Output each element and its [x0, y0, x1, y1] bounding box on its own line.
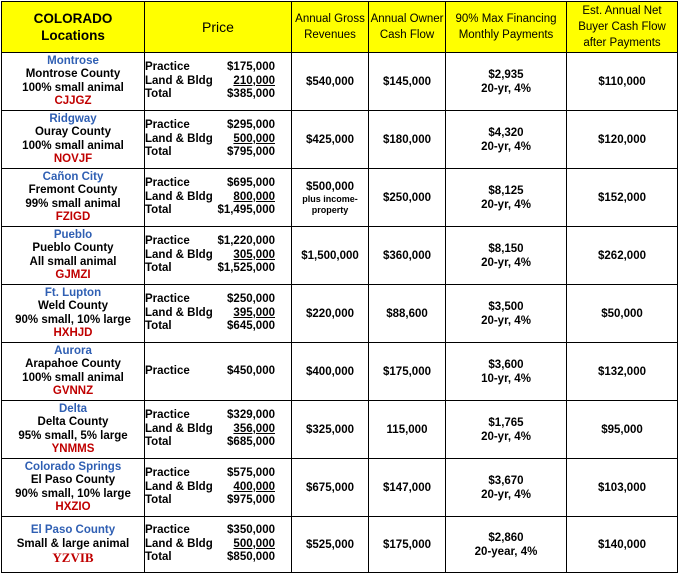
price-value: $695,000 — [227, 177, 275, 190]
net-cashflow-value: $110,000 — [598, 75, 646, 88]
loan-terms: 20-yr, 4% — [481, 256, 531, 269]
city-name: Ft. Lupton — [44, 286, 102, 299]
financing-cell — [446, 111, 567, 169]
county-name: Fremont County — [28, 184, 118, 196]
loan-terms: 20-yr, 4% — [481, 82, 531, 95]
net-cashflow-cell — [567, 343, 678, 401]
city-name: Delta — [58, 402, 88, 415]
net-cashflow-value: $140,000 — [598, 538, 646, 551]
net-cashflow-value: $132,000 — [598, 365, 646, 378]
price-value: $1,495,000 — [217, 204, 275, 217]
animal-mix: 100% small animal — [22, 139, 124, 152]
financing-cell — [446, 401, 567, 459]
monthly-payment: $3,670 — [488, 474, 524, 487]
header-financing: 90% Max Financing Monthly Payments — [446, 2, 567, 53]
location-cell — [2, 285, 145, 343]
cashflow-cell — [369, 285, 446, 343]
price-value: $350,000 — [227, 524, 275, 537]
listing-code: GJMZI — [55, 269, 91, 281]
table-row — [2, 343, 678, 401]
price-value: 500,000 — [233, 132, 275, 145]
financing-cell — [446, 343, 567, 401]
financing-cell — [446, 53, 567, 111]
net-cashflow-value: $50,000 — [601, 307, 643, 320]
monthly-payment: $3,600 — [488, 358, 524, 371]
price-cell — [145, 227, 292, 285]
price-value: $1,220,000 — [217, 235, 275, 248]
listing-code: YNMMS — [51, 443, 95, 455]
county-name: Arapahoe County — [25, 358, 121, 370]
listings-body — [2, 53, 678, 573]
price-breakdown — [145, 293, 291, 334]
net-cashflow-cell — [567, 459, 678, 517]
loan-terms: 20-yr, 4% — [481, 488, 531, 501]
price-breakdown — [145, 177, 291, 218]
monthly-payment: $4,320 — [488, 126, 524, 139]
monthly-payment: $2,860 — [488, 531, 524, 544]
location-cell — [2, 459, 145, 517]
price-label: Land & Bldg — [145, 537, 213, 550]
price-cell — [145, 459, 292, 517]
net-cashflow-cell — [567, 285, 678, 343]
price-value: $250,000 — [227, 293, 275, 306]
county-name: Ouray County — [34, 126, 112, 138]
price-label: Practice — [145, 293, 190, 306]
cashflow-cell — [369, 401, 446, 459]
listing-code: YZVIB — [52, 550, 94, 566]
city-name: Ridgway — [49, 112, 97, 125]
revenues-cell — [292, 517, 369, 573]
price-value: $795,000 — [227, 146, 275, 159]
header-revenues: Annual Gross Revenues — [292, 2, 369, 53]
cashflow-value: $88,600 — [386, 307, 428, 320]
table-row — [2, 53, 678, 111]
revenues-value: $425,000 — [306, 133, 354, 146]
cashflow-value: $180,000 — [383, 133, 431, 146]
loan-terms: 10-yr, 4% — [481, 372, 531, 385]
table-row — [2, 169, 678, 227]
revenues-value: $540,000 — [306, 75, 354, 88]
price-breakdown — [145, 467, 291, 508]
listing-code: CJJGZ — [54, 95, 92, 107]
price-breakdown — [145, 119, 291, 160]
price-cell — [145, 401, 292, 459]
revenues-value: $325,000 — [306, 423, 354, 436]
revenues-cell — [292, 227, 369, 285]
monthly-payment: $2,935 — [488, 68, 524, 81]
price-cell — [145, 517, 292, 573]
price-label: Total — [145, 88, 172, 101]
monthly-payment: $3,500 — [488, 300, 524, 313]
price-value: $450,000 — [227, 364, 275, 377]
county-name: Montrose County — [25, 68, 121, 80]
city-name: El Paso County — [30, 524, 116, 537]
revenues-cell — [292, 401, 369, 459]
cashflow-value: $145,000 — [383, 75, 431, 88]
cashflow-cell — [369, 517, 446, 573]
net-cashflow-cell — [567, 401, 678, 459]
location-cell — [2, 169, 145, 227]
price-label: Practice — [145, 409, 190, 422]
monthly-payment: $8,150 — [488, 242, 524, 255]
cashflow-value: $147,000 — [383, 481, 431, 494]
revenues-value: $1,500,000 — [301, 249, 359, 262]
header-net-cashflow: Est. Annual Net Buyer Cash Flow after Payments — [567, 2, 678, 53]
revenues-cell — [292, 169, 369, 227]
price-label: Land & Bldg — [145, 132, 213, 145]
county-name: Weld County — [37, 300, 109, 312]
net-cashflow-cell — [567, 517, 678, 573]
price-breakdown — [145, 409, 291, 450]
price-label: Land & Bldg — [145, 248, 213, 261]
price-label: Practice — [145, 177, 190, 190]
price-value: 305,000 — [233, 248, 275, 261]
table-row — [2, 459, 678, 517]
location-cell — [2, 517, 145, 573]
price-label: Total — [145, 494, 172, 507]
county-name: El Paso County — [30, 474, 116, 486]
revenues-value: $500,000 — [306, 180, 354, 193]
animal-mix: 99% small animal — [25, 197, 121, 210]
price-breakdown — [145, 365, 291, 379]
price-label: Total — [145, 551, 172, 564]
location-cell — [2, 111, 145, 169]
listing-code: FZIGD — [55, 211, 91, 223]
cashflow-value: 115,000 — [386, 423, 428, 436]
cashflow-value: $250,000 — [383, 191, 431, 204]
net-cashflow-value: $95,000 — [601, 423, 643, 436]
revenues-cell — [292, 459, 369, 517]
price-label: Total — [145, 262, 172, 275]
city-name: Pueblo — [53, 228, 93, 241]
price-label: Land & Bldg — [145, 190, 213, 203]
loan-terms: 20-yr, 4% — [481, 198, 531, 211]
monthly-payment: $8,125 — [488, 184, 524, 197]
price-cell — [145, 53, 292, 111]
cashflow-cell — [369, 53, 446, 111]
price-label: Total — [145, 436, 172, 449]
listing-code: HXZIO — [55, 501, 91, 513]
price-label: Land & Bldg — [145, 480, 213, 493]
animal-mix: 90% small, 10% large — [15, 313, 131, 326]
location-cell — [2, 227, 145, 285]
animal-mix: 100% small animal — [22, 371, 124, 384]
revenues-cell — [292, 111, 369, 169]
price-value: $575,000 — [227, 467, 275, 480]
loan-terms: 20-yr, 4% — [481, 314, 531, 327]
price-value: 395,000 — [233, 306, 275, 319]
table-row — [2, 401, 678, 459]
price-label: Practice — [145, 61, 190, 74]
revenues-value: $675,000 — [306, 481, 354, 494]
table-row — [2, 517, 678, 573]
cashflow-cell — [369, 169, 446, 227]
price-value: $645,000 — [227, 320, 275, 333]
price-value: 356,000 — [233, 422, 275, 435]
price-value: $175,000 — [227, 61, 275, 74]
price-value: $685,000 — [227, 436, 275, 449]
listing-code: HXHJD — [53, 327, 93, 339]
cashflow-value: $175,000 — [383, 538, 431, 551]
financing-cell — [446, 169, 567, 227]
animal-mix: 100% small animal — [22, 81, 124, 94]
revenues-value: $525,000 — [306, 538, 354, 551]
header-price: Price — [145, 2, 292, 53]
price-label: Total — [145, 204, 172, 217]
price-label: Practice — [145, 235, 190, 248]
city-name: Montrose — [47, 54, 99, 67]
financing-cell — [446, 227, 567, 285]
loan-terms: 20-yr, 4% — [481, 430, 531, 443]
listings-table — [1, 1, 678, 573]
table-row — [2, 285, 678, 343]
location-cell — [2, 53, 145, 111]
price-label: Practice — [145, 364, 190, 377]
revenues-cell — [292, 53, 369, 111]
cashflow-cell — [369, 459, 446, 517]
listing-code: GVNNZ — [52, 385, 94, 397]
header-row — [2, 2, 678, 53]
header-location: COLORADO Locations — [2, 2, 145, 53]
cashflow-cell — [369, 343, 446, 401]
price-cell — [145, 111, 292, 169]
price-breakdown — [145, 235, 291, 276]
price-value: $385,000 — [227, 88, 275, 101]
city-name: Aurora — [54, 344, 92, 357]
price-value: 210,000 — [233, 74, 275, 87]
financing-cell — [446, 459, 567, 517]
county-name: Pueblo County — [32, 242, 114, 254]
revenues-value: $400,000 — [306, 365, 354, 378]
cashflow-cell — [369, 111, 446, 169]
county-name: Delta County — [37, 416, 109, 428]
price-value: 800,000 — [233, 190, 275, 203]
animal-mix: All small animal — [29, 255, 117, 268]
price-value: $295,000 — [227, 119, 275, 132]
loan-terms: 20-yr, 4% — [481, 140, 531, 153]
listing-code: NOVJF — [53, 153, 93, 165]
price-breakdown — [145, 524, 291, 565]
price-value: $1,525,000 — [217, 262, 275, 275]
price-breakdown — [145, 61, 291, 102]
price-label: Total — [145, 146, 172, 159]
price-cell — [145, 169, 292, 227]
header-cashflow: Annual Owner Cash Flow — [369, 2, 446, 53]
table-row — [2, 227, 678, 285]
price-label: Practice — [145, 524, 190, 537]
price-label: Land & Bldg — [145, 306, 213, 319]
net-cashflow-value: $152,000 — [598, 191, 646, 204]
county-name: Small & large animal — [16, 537, 130, 550]
price-value: 400,000 — [233, 480, 275, 493]
net-cashflow-cell — [567, 169, 678, 227]
revenues-note: plus income-property — [302, 193, 358, 215]
price-label: Land & Bldg — [145, 422, 213, 435]
monthly-payment: $1,765 — [488, 416, 524, 429]
price-value: $850,000 — [227, 551, 275, 564]
city-name: Cañon City — [42, 170, 104, 183]
net-cashflow-cell — [567, 227, 678, 285]
loan-terms: 20-year, 4% — [474, 545, 538, 558]
financing-cell — [446, 285, 567, 343]
cashflow-value: $175,000 — [383, 365, 431, 378]
net-cashflow-cell — [567, 53, 678, 111]
animal-mix: 90% small, 10% large — [15, 487, 131, 500]
cashflow-cell — [369, 227, 446, 285]
price-label: Land & Bldg — [145, 74, 213, 87]
table-row — [2, 111, 678, 169]
net-cashflow-value: $120,000 — [598, 133, 646, 146]
price-value: $975,000 — [227, 494, 275, 507]
city-name: Colorado Springs — [24, 460, 122, 473]
price-cell — [145, 343, 292, 401]
price-label: Practice — [145, 119, 190, 132]
price-value: $329,000 — [227, 409, 275, 422]
net-cashflow-value: $103,000 — [598, 481, 646, 494]
net-cashflow-cell — [567, 111, 678, 169]
revenues-cell — [292, 285, 369, 343]
price-value: 500,000 — [233, 537, 275, 550]
price-label: Total — [145, 320, 172, 333]
cashflow-value: $360,000 — [383, 249, 431, 262]
financing-cell — [446, 517, 567, 573]
location-cell — [2, 343, 145, 401]
net-cashflow-value: $262,000 — [598, 249, 646, 262]
animal-mix: 95% small, 5% large — [18, 429, 128, 442]
price-cell — [145, 285, 292, 343]
revenues-value: $220,000 — [306, 307, 354, 320]
price-label: Practice — [145, 467, 190, 480]
location-cell — [2, 401, 145, 459]
revenues-cell — [292, 343, 369, 401]
